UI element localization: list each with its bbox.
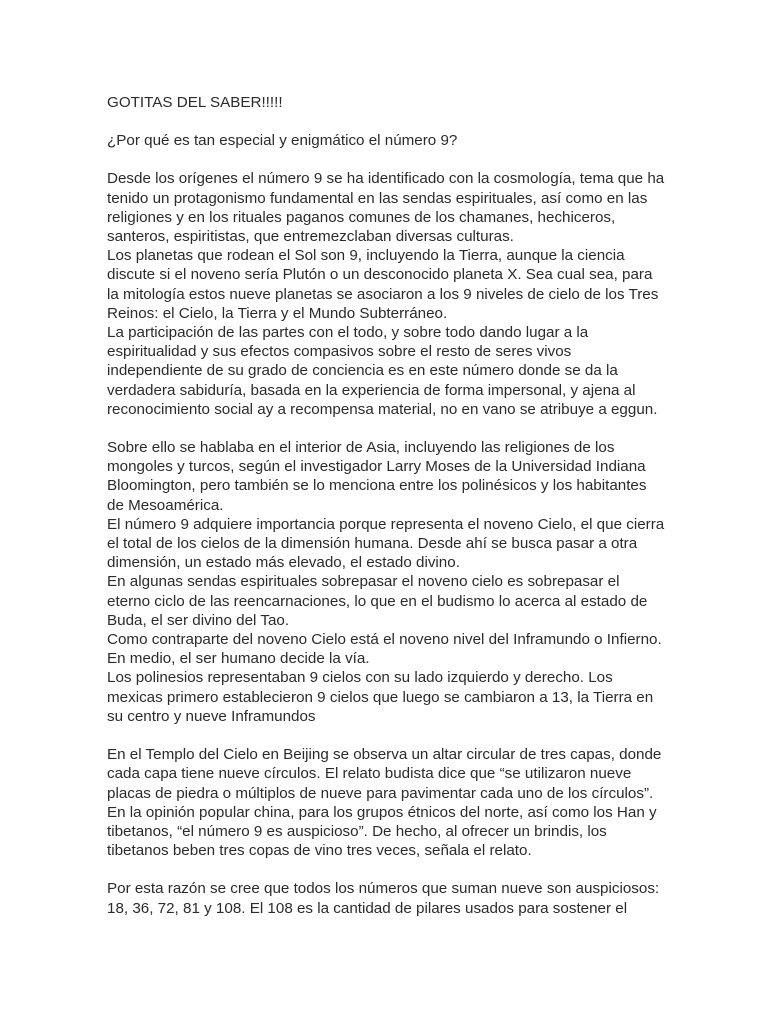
spacer — [107, 112, 667, 131]
document-question: ¿Por qué es tan especial y enigmático el número 9? — [107, 132, 458, 150]
paragraph-chinese-opinion: En la opinión popular china, para los grupos étnicos del norte, así como los Han y tibetanos, “el número 9 es auspicioso”. De hecho, al ofrecer un brindis, los tibetanos beben tres copas de vino tres veces, señala el relato. — [107, 803, 657, 860]
spacer — [107, 419, 667, 438]
document-title: GOTITAS DEL SABER!!!!! — [107, 94, 283, 111]
paragraph-ninth-heaven: El número 9 adquiere importancia porque representa el noveno Cielo, el que cierra el total de los cielos de la dimensión humana. Desde ahí se busca pasar a otra dimensión, un estado más elevado, el estado divino. — [107, 515, 665, 572]
spacer — [107, 860, 667, 879]
spacer — [107, 726, 667, 745]
document-page — [107, 93, 667, 918]
paragraph-spiritual-paths: En algunas sendas espirituales sobrepasar el noveno cielo es sobrepasar el eterno ciclo de las reencarnaciones, lo que en el budismo lo acerca al estado de Buda, el ser divino del Tao. — [107, 573, 648, 629]
paragraph-beijing-temple: En el Templo del Cielo en Beijing se observa un altar circular de tres capas, donde cada capa tiene nueve círculos. El relato budista dice que “se utilizaron nueve placas de piedra o múltiplos de nueve para pavimentar cada uno de los círculos”. — [107, 746, 662, 802]
paragraph-auspicious-numbers: Por esta razón se cree que todos los números que suman nueve son auspiciosos: 18, 36, 72, 81 y 108. El 108 es la cantidad de pilares usados para sostener el — [107, 880, 660, 917]
paragraph-participation: La participación de las partes con el todo, y sobre todo dando lugar a la espiritualidad y sus efectos compasivos sobre el resto de seres vivos independiente de su grado de conciencia es en este número donde se da la verdadera sabiduría, basada en la experiencia de forma impersonal, y ajena al reconocimiento social ay a recompensa material, no en vano se atribuye a eggun. — [107, 324, 658, 418]
spacer — [107, 150, 667, 169]
paragraph-polynesians: Los polinesios representaban 9 cielos con su lado izquierdo y derecho. Los mexicas primero establecieron 9 cielos que luego se cambiaron a 13, la Tierra en su centro y nueve Inframundos — [107, 669, 654, 725]
paragraph-asia: Sobre ello se hablaba en el interior de Asia, incluyendo las religiones de los mongoles y turcos, según el investigador Larry Moses de la Universidad Indiana Bloomington, pero también se lo menciona entre los polinésicos y los habitantes de Mesoamérica. — [107, 439, 647, 514]
paragraph-underworld: Como contraparte del noveno Cielo está el noveno nivel del Inframundo o Infierno. En medio, el ser humano decide la vía. — [107, 631, 662, 668]
paragraph-planets: Los planetas que rodean el Sol son 9, incluyendo la Tierra, aunque la ciencia discute si el noveno sería Plutón o un desconocido planeta X. Sea cual sea, para la mitología estos nueve planetas se asociaron a los 9 niveles de cielo de los Tres Reinos: el Cielo, la Tierra y el Mundo Subterráneo. — [107, 247, 659, 322]
paragraph-origins: Desde los orígenes el número 9 se ha identificado con la cosmología, tema que ha tenido un protagonismo fundamental en las sendas espirituales, así como en las religiones y en los rituales paganos comunes de los chamanes, hechiceros, santeros, espiritistas, que entremezclaban diversas culturas. — [107, 170, 665, 246]
